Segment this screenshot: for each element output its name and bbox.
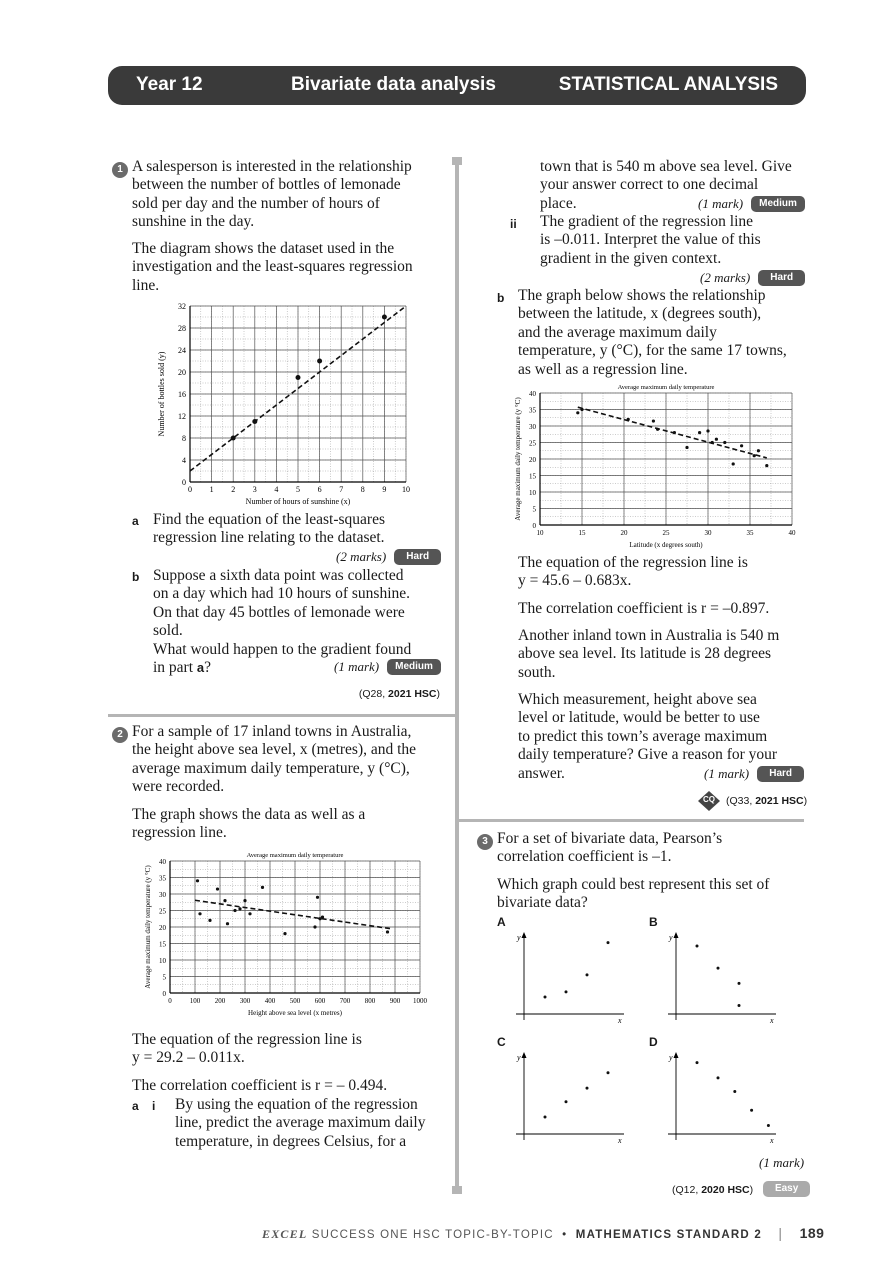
q2b-line: as well as a regression line. [518, 360, 688, 378]
x-tick-label: 0 [168, 997, 172, 1005]
y-tick-label: 40 [529, 390, 536, 398]
x-tick-label: 700 [339, 997, 351, 1005]
cq-icon [698, 791, 720, 811]
q1a-label: a [132, 514, 139, 528]
data-point [580, 408, 583, 411]
data-point [208, 919, 211, 922]
q2b-marks-row [704, 765, 804, 783]
q2-graph-text [132, 806, 452, 843]
x-tick-label: 35 [746, 529, 754, 537]
data-point [607, 1071, 610, 1074]
y-arrow-icon [674, 1052, 679, 1058]
option-d-graph[interactable] [664, 1048, 784, 1148]
y-axis-label: Average maximum daily temperature (y °C) [514, 397, 522, 521]
q1-intro-line: sold per day and the number of hours of [132, 194, 380, 212]
q1-intro-line: sunshine in the day. [132, 213, 255, 231]
data-point [386, 930, 389, 933]
q2-equation-line: y = 29.2 – 0.011x. [132, 1049, 245, 1067]
data-point [544, 996, 547, 999]
q2ai-cont-line: your answer correct to one decimal [540, 176, 759, 194]
x-tick-label: 2 [231, 485, 236, 494]
data-point [757, 449, 760, 452]
data-point [223, 899, 226, 902]
topic-title: Bivariate data analysis [291, 74, 496, 95]
q3-source-row [672, 1180, 810, 1198]
footer [262, 1225, 824, 1242]
x-tick-label: 15 [578, 529, 586, 537]
data-point [196, 879, 199, 882]
data-point [586, 1087, 589, 1090]
data-point [715, 438, 718, 441]
footer-series: SUCCESS ONE HSC TOPIC-BY-TOPIC [307, 1229, 554, 1241]
chart-title: Average maximum daily temperature [617, 384, 715, 391]
y-tick-label: 40 [159, 858, 166, 866]
q2b-more-line: Another inland town in Australia is 540 m [518, 627, 780, 644]
y-arrow-icon [522, 1052, 527, 1058]
q2b-label: b [497, 291, 505, 305]
y-axis-label: y [517, 933, 521, 942]
x-tick-label: 1 [209, 485, 214, 494]
q2-intro-line: the height above sea level, x (metres), and the [132, 741, 417, 759]
q2b-which-line: level or latitude, would be better to use [518, 709, 760, 727]
q2aii-line: is –0.011. Interpret the value of this [540, 231, 761, 249]
x-axis-label: x [770, 1016, 774, 1025]
y-axis-label: y [669, 1053, 673, 1062]
x-axis-label: x [618, 1136, 622, 1145]
y-axis-label: Number of bottles sold (y) [157, 351, 166, 437]
q1b-marks: (1 mark) [334, 659, 380, 674]
y-tick-label: 5 [532, 505, 536, 514]
data-point [586, 973, 589, 976]
x-tick-label: 800 [364, 997, 376, 1005]
x-tick-label: 10 [402, 485, 410, 494]
data-point [717, 1076, 720, 1079]
y-tick-label: 0 [162, 990, 166, 998]
q2-correlation: The correlation coefficient is r = – 0.494. [132, 1077, 388, 1094]
q1-source-post: ) [436, 688, 440, 700]
data-point [317, 359, 322, 364]
x-axis-label: Latitude (x degrees south) [629, 541, 703, 549]
data-point [198, 912, 201, 915]
q3-question [497, 876, 807, 913]
q1b-line: Suppose a sixth data point was collected [153, 567, 404, 584]
data-point [231, 436, 236, 441]
data-point [248, 912, 251, 915]
q3-source [672, 1184, 753, 1196]
data-point [261, 886, 264, 889]
x-tick-label: 400 [264, 997, 276, 1005]
q1a-text [153, 511, 443, 548]
data-point [711, 441, 714, 444]
data-point [565, 1100, 568, 1103]
q2aii-marks-row [700, 269, 805, 287]
q3-difficulty-badge: Easy [763, 1181, 810, 1197]
chart-title: Average maximum daily temperature [246, 852, 344, 859]
q2aii-line: gradient in the given context. [540, 249, 722, 267]
x-tick-label: 200 [214, 997, 226, 1005]
height-temperature-chart [140, 846, 440, 1018]
question-number-3: 3 [477, 834, 493, 850]
y-tick-label: 5 [162, 973, 166, 982]
q1b-difficulty-badge: Medium [387, 659, 441, 675]
q2b-text [518, 287, 808, 379]
x-tick-label: 1000 [413, 997, 427, 1005]
q1a-marks-row [336, 548, 441, 566]
data-point [252, 419, 257, 424]
x-tick-label: 5 [296, 485, 300, 494]
y-tick-label: 15 [529, 472, 536, 481]
x-tick-label: 500 [289, 997, 301, 1005]
y-tick-label: 20 [178, 368, 186, 377]
q2-equation-line: The equation of the regression line is [132, 1031, 362, 1048]
q3-question-line: bivariate data? [497, 894, 588, 912]
x-axis-label: Number of hours of sunshine (x) [245, 497, 351, 506]
y-tick-label: 30 [529, 423, 536, 431]
x-tick-label: 100 [189, 997, 201, 1005]
y-tick-label: 4 [182, 456, 186, 465]
y-tick-label: 25 [159, 907, 166, 916]
footer-bullet: • [562, 1229, 568, 1241]
q1a-marks: (2 marks) [336, 549, 387, 564]
q2-graph-line: regression line. [132, 824, 227, 842]
q2b-line: temperature, y (°C), for the same 17 towns, [518, 342, 787, 360]
data-point [627, 418, 630, 421]
q1b-line: On that day 45 bottles of lemonade were [153, 603, 405, 621]
x-tick-label: 7 [339, 485, 344, 494]
data-point [296, 375, 301, 380]
header-banner [108, 66, 806, 105]
page-number: 189 [799, 1225, 825, 1241]
y-tick-label: 15 [159, 940, 166, 949]
q1-diagram-line: line. [132, 276, 160, 294]
q2aii-difficulty-badge: Hard [758, 270, 805, 286]
q2b-marks: (1 mark) [704, 766, 750, 781]
x-tick-label: 10 [536, 529, 544, 537]
q2b-more-line: above sea level. Its latitude is 28 degrees [518, 645, 772, 663]
data-point [732, 462, 735, 465]
q2b-which-line: daily temperature? Give a reason for your [518, 746, 778, 764]
data-point [226, 922, 229, 925]
q1-diagram-text [132, 240, 452, 295]
data-point [243, 899, 246, 902]
q1-diagram-line: investigation and the least-squares regression [132, 258, 413, 276]
q1-intro-line: A salesperson is interested in the relationship [132, 158, 412, 175]
lemonade-scatter-chart [150, 300, 420, 508]
q3-marks: (1 mark) [759, 1155, 805, 1170]
q3-question-line: Which graph could best represent this set of [497, 876, 770, 893]
data-point [565, 990, 568, 993]
q2ai-cont-line: place. [540, 194, 577, 212]
data-point [313, 925, 316, 928]
q2b-more-line: south. [518, 663, 556, 681]
data-point [765, 464, 768, 467]
x-tick-label: 30 [704, 529, 712, 537]
q1-intro [132, 158, 452, 232]
q2b-which-line: to predict this town’s average maximum [518, 727, 768, 745]
q2b-equation-line: The equation of the regression line is [518, 554, 748, 571]
data-point [576, 411, 579, 414]
latitude-temperature-chart [510, 378, 805, 550]
q2-intro-line: were recorded. [132, 778, 225, 796]
data-point [753, 454, 756, 457]
data-point [723, 441, 726, 444]
x-tick-label: 600 [314, 997, 326, 1005]
divider-cap-bottom [452, 1186, 462, 1194]
q1b-last-text: in part [153, 659, 197, 677]
q2ai-cont-line: town that is 540 m above sea level. Give [540, 158, 792, 175]
y-tick-label: 10 [529, 489, 536, 497]
q2ai-line: temperature, in degrees Celsius, for a [175, 1132, 407, 1150]
q2-intro-line: For a sample of 17 inland towns in Australia, [132, 723, 412, 740]
q2ai-difficulty-badge: Medium [751, 196, 805, 212]
q2-intro [132, 723, 452, 797]
data-point [238, 907, 241, 910]
y-tick-label: 28 [178, 324, 186, 333]
data-point [652, 419, 655, 422]
footer-subject: MATHEMATICS STANDARD 2 [575, 1229, 762, 1241]
y-arrow-icon [522, 932, 527, 938]
q2b-equation [518, 554, 808, 591]
data-point [767, 1124, 770, 1127]
data-point [283, 932, 286, 935]
x-tick-label: 300 [239, 997, 251, 1005]
q2-equation [132, 1031, 452, 1068]
q1b-line: sold. [153, 622, 183, 640]
data-point [717, 967, 720, 970]
q1b-line: What would happen to the gradient found [153, 640, 412, 658]
q2ai-label: i [152, 1099, 156, 1113]
option-c-graph[interactable] [512, 1048, 632, 1148]
y-tick-label: 20 [159, 924, 166, 932]
q2ai-line: By using the equation of the regression [175, 1096, 418, 1113]
data-point [750, 1109, 753, 1112]
q2aii-label: ii [510, 217, 517, 231]
q2aii-text [540, 213, 810, 268]
q1a-line: Find the equation of the least-squares [153, 511, 386, 528]
y-tick-label: 12 [178, 412, 186, 421]
x-axis-label: x [618, 1016, 622, 1025]
y-tick-label: 32 [178, 302, 186, 311]
x-tick-label: 6 [317, 485, 322, 494]
data-point [733, 1090, 736, 1093]
data-point [216, 887, 219, 890]
data-point [321, 916, 324, 919]
y-tick-label: 0 [532, 522, 536, 530]
y-tick-label: 8 [182, 434, 186, 443]
q3-source-exam: 2020 HSC [701, 1184, 750, 1196]
x-tick-label: 9 [382, 485, 387, 494]
x-axis-label: Height above sea level (x metres) [248, 1009, 342, 1017]
q1a-difficulty-badge: Hard [394, 549, 441, 565]
y-tick-label: 10 [159, 957, 166, 965]
data-point [685, 446, 688, 449]
q2-source-pre: (Q33, [726, 795, 756, 807]
data-point [696, 1061, 699, 1064]
y-arrow-icon [674, 932, 679, 938]
data-point [673, 431, 676, 434]
regression-line [578, 407, 767, 458]
column-divider [455, 160, 459, 1192]
q2b-line: and the average maximum daily [518, 323, 717, 341]
data-point [706, 429, 709, 432]
q2b-equation-line: y = 45.6 – 0.683x. [518, 572, 632, 590]
q3-intro-line: For a set of bivariate data, Pearson’s [497, 830, 723, 847]
q2a-label: a [132, 1099, 139, 1113]
y-axis-label: y [669, 933, 673, 942]
y-tick-label: 16 [178, 390, 186, 399]
x-axis-label: x [770, 1136, 774, 1145]
q2-source [726, 795, 807, 807]
q2aii-line: The gradient of the regression line [540, 213, 754, 230]
y-tick-label: 0 [182, 478, 186, 487]
q2-intro-line: average maximum daily temperature, y (°C), [132, 759, 410, 777]
x-tick-label: 0 [188, 485, 192, 494]
x-tick-label: 8 [360, 485, 365, 494]
y-tick-label: 35 [529, 406, 536, 415]
q1b-label: b [132, 570, 140, 584]
y-tick-label: 20 [529, 456, 536, 464]
q2aii-marks: (2 marks) [700, 270, 751, 285]
option-a-label: A [497, 915, 506, 929]
option-a-graph[interactable] [512, 928, 632, 1028]
q2ai-line: line, predict the average maximum daily [175, 1114, 426, 1132]
q2-graph-line: The graph shows the data as well as a [132, 806, 366, 823]
q1b-marks-row [334, 658, 441, 676]
y-tick-label: 30 [159, 891, 166, 899]
data-point [656, 428, 659, 431]
data-point [738, 1004, 741, 1007]
q2b-line: The graph below shows the relationship [518, 287, 766, 304]
question-number-2: 2 [112, 727, 128, 743]
x-tick-label: 4 [274, 485, 279, 494]
y-tick-label: 35 [159, 874, 166, 883]
q2b-line: between the latitude, x (degrees south), [518, 305, 762, 323]
regression-line [195, 900, 390, 928]
q2-source-exam: 2021 HSC [755, 795, 804, 807]
x-tick-label: 40 [788, 529, 796, 537]
q1-source [359, 688, 440, 700]
option-c-label: C [497, 1035, 506, 1049]
q2ai-marks-row [698, 195, 805, 213]
q2ai-text [175, 1096, 450, 1151]
x-tick-label: 900 [389, 997, 401, 1005]
option-b-graph[interactable] [664, 928, 784, 1028]
y-tick-label: 25 [529, 439, 536, 448]
y-tick-label: 24 [178, 346, 186, 355]
data-point [544, 1116, 547, 1119]
x-tick-label: 25 [662, 529, 670, 537]
data-point [698, 431, 701, 434]
q2-source-post: ) [803, 795, 808, 807]
data-point [607, 941, 610, 944]
q1-q2-divider [108, 714, 455, 717]
q2b-correlation: The correlation coefficient is r = –0.897. [518, 600, 770, 617]
q3-intro-line: correlation coefficient is –1. [497, 848, 672, 866]
q3-source-pre: (Q12, [672, 1184, 702, 1196]
q3-source-post: ) [749, 1184, 754, 1196]
x-tick-label: 3 [252, 485, 257, 494]
data-point [382, 315, 387, 320]
q1-diagram-line: The diagram shows the dataset used in the [132, 240, 395, 257]
q2ai-marks: (1 mark) [698, 196, 744, 211]
footer-excel: EXCEL [262, 1227, 308, 1241]
y-axis-label: Average maximum daily temperature (y °C) [144, 865, 152, 989]
q1b-question-mark: ? [204, 659, 212, 677]
data-point [738, 982, 741, 985]
cq-label: CQ [703, 795, 715, 804]
q2b-which-line: answer. [518, 764, 565, 782]
q2b-difficulty-badge: Hard [757, 766, 804, 782]
q3-intro [497, 830, 807, 867]
year-label: Year 12 [136, 74, 203, 95]
question-number-1: 1 [112, 162, 128, 178]
q1-source-pre: (Q28, [358, 688, 389, 700]
data-point [316, 896, 319, 899]
q1-source-exam: 2021 HSC [388, 688, 437, 700]
option-d-label: D [649, 1035, 658, 1049]
q2-q3-divider [459, 819, 804, 822]
q1b-line: on a day which had 10 hours of sunshine. [153, 585, 410, 603]
q1-intro-line: between the number of bottles of lemonade [132, 176, 401, 194]
section-title: STATISTICAL ANALYSIS [558, 74, 778, 95]
data-point [233, 909, 236, 912]
q2b-which-line: Which measurement, height above sea [518, 691, 757, 708]
q2b-more [518, 627, 808, 682]
divider-cap-top [452, 157, 462, 165]
data-point [740, 444, 743, 447]
q1a-line: regression line relating to the dataset. [153, 529, 385, 547]
y-axis-label: y [517, 1053, 521, 1062]
footer-separator: | [778, 1225, 784, 1241]
q1b-part-ref: a [196, 660, 205, 676]
option-b-label: B [649, 915, 658, 929]
data-point [696, 945, 699, 948]
x-tick-label: 20 [620, 529, 628, 537]
